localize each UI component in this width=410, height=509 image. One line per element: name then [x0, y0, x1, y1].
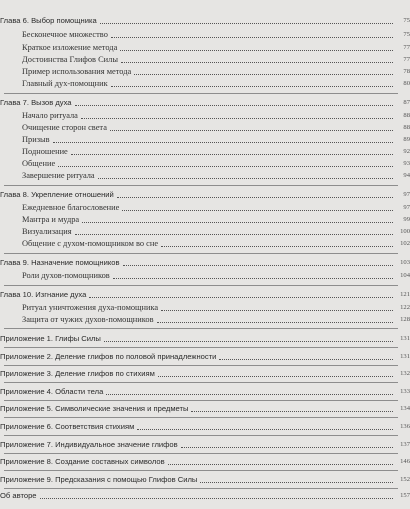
leader-dots	[120, 50, 393, 51]
appendix-title: Приложение 2. Деление глифов по половой принадлежности	[0, 351, 217, 361]
chapter-title: Глава 7. Вызов духа	[0, 98, 72, 107]
page-number: 122	[400, 304, 410, 311]
page-number: 88	[403, 124, 410, 131]
toc-appendix	[0, 366, 410, 380]
chapter-title: Глава 6. Выбор помощника	[0, 16, 97, 25]
item-title: Очищение сторон света	[22, 123, 107, 132]
leader-dots	[111, 86, 393, 87]
page-number: 131	[400, 335, 410, 342]
item-title: Подношение	[22, 147, 68, 156]
leader-dots	[53, 142, 393, 143]
page-number: 132	[400, 370, 410, 378]
leader-dots	[113, 278, 393, 279]
toc-chapter-10	[0, 287, 410, 301]
chapter-title: Глава 8. Укрепление отношений	[0, 190, 114, 199]
toc-appendix	[0, 349, 410, 363]
item-title: Начало ритуала	[22, 111, 78, 120]
item-title: Общение	[22, 159, 56, 168]
leader-dots	[110, 130, 393, 131]
page-number: 102	[400, 240, 410, 247]
page-number: 94	[403, 172, 410, 179]
toc-chapter-8	[0, 187, 410, 201]
leader-dots	[71, 154, 393, 155]
toc-chapter-9	[0, 255, 410, 269]
page-number: 92	[403, 148, 410, 155]
page-number: 134	[400, 405, 410, 413]
item-title: Мантра и мудра	[22, 215, 80, 224]
leader-dots	[219, 359, 393, 360]
page-number: 89	[403, 136, 410, 143]
divider	[4, 185, 398, 186]
toc-item	[0, 312, 410, 326]
leader-dots	[134, 74, 393, 75]
leader-dots	[137, 429, 393, 430]
page-number: 77	[403, 44, 410, 51]
toc-item	[0, 76, 410, 90]
page-number: 136	[400, 423, 410, 430]
leader-dots	[89, 297, 393, 298]
page-number: 88	[403, 112, 410, 119]
toc-appendix	[0, 472, 410, 486]
appendix-title: Приложение 5. Символические значения и предметы	[0, 404, 189, 414]
leader-dots	[104, 341, 393, 342]
leader-dots	[58, 166, 393, 167]
toc-item	[0, 268, 410, 282]
item-title: Общение с духом-помощником во сне	[22, 239, 159, 248]
toc-appendix	[0, 437, 410, 451]
leader-dots	[157, 322, 393, 323]
leader-dots	[200, 482, 393, 483]
toc-appendix	[0, 454, 410, 468]
leader-dots	[81, 118, 393, 119]
toc-appendix	[0, 419, 410, 433]
toc-appendix	[0, 384, 410, 398]
leader-dots	[123, 265, 394, 266]
item-title: Достоинства Глифов Силы	[22, 55, 118, 64]
chapter-title: Глава 10. Изгнание духа	[0, 290, 87, 299]
appendix-title: Об авторе	[0, 491, 37, 501]
leader-dots	[122, 210, 393, 211]
item-title: Призыв	[22, 135, 50, 144]
divider	[4, 93, 398, 94]
page-number: 157	[400, 492, 410, 500]
page-number: 100	[400, 228, 410, 235]
page-number: 128	[400, 316, 410, 323]
appendix-title: Приложение 4. Области тела	[0, 386, 104, 396]
page-number: 78	[403, 68, 410, 75]
item-title: Роли духов-помощников	[22, 271, 110, 280]
leader-dots	[161, 310, 393, 311]
leader-dots	[117, 197, 393, 198]
page-number: 97	[403, 204, 410, 211]
toc-chapter-6	[0, 13, 410, 27]
item-title: Ежедневное благословение	[22, 203, 120, 212]
page-number: 103	[400, 259, 410, 266]
toc-about-author	[0, 489, 410, 502]
toc-item	[0, 168, 410, 182]
item-title: Ритуал уничтожения духа-помощника	[22, 303, 159, 312]
leader-dots	[106, 394, 393, 395]
leader-dots	[75, 234, 393, 235]
toc-item	[0, 236, 410, 250]
leader-dots	[161, 246, 393, 247]
page-number: 75	[403, 17, 410, 24]
leader-dots	[191, 411, 393, 412]
page-number: 133	[400, 387, 410, 395]
toc-appendix	[0, 331, 410, 345]
leader-dots	[98, 178, 393, 179]
page-number: 93	[403, 160, 410, 167]
appendix-title: Приложение 3. Деление глифов по стихиям	[0, 369, 155, 379]
chapter-title: Глава 9. Назначение помощников	[0, 258, 120, 267]
leader-dots	[75, 105, 393, 106]
page-number: 121	[400, 291, 410, 298]
item-title: Визуализация	[22, 227, 72, 236]
appendix-title: Приложение 9. Предсказания с помощью Глифов Силы	[0, 474, 198, 484]
page-number: 104	[400, 272, 410, 279]
page-number: 77	[403, 56, 410, 63]
appendix-title: Приложение 7. Индивидуальное значение глифов	[0, 439, 178, 449]
toc-appendix	[0, 401, 410, 415]
item-title: Защита от чужих духов-помощников	[22, 315, 154, 324]
leader-dots	[111, 37, 393, 38]
item-title: Бесконечное множество	[22, 30, 108, 39]
item-title: Пример использования метода	[22, 67, 132, 76]
leader-dots	[168, 464, 393, 465]
item-title: Главный дух-помощник	[22, 79, 108, 88]
toc-item	[0, 27, 410, 41]
item-title: Краткое изложение метода	[22, 43, 118, 52]
leader-dots	[181, 447, 393, 448]
divider	[4, 328, 398, 329]
appendix-title: Приложение 1. Глифы Силы	[0, 334, 101, 343]
leader-dots	[158, 376, 393, 377]
page-number: 80	[403, 80, 410, 87]
divider	[4, 253, 398, 254]
leader-dots	[100, 23, 393, 24]
appendix-title: Приложение 8. Создание составных символов	[0, 457, 165, 467]
page-number: 131	[400, 352, 410, 360]
page-number: 137	[400, 440, 410, 448]
page-number: 87	[403, 99, 410, 106]
divider	[4, 285, 398, 286]
toc-chapter-7	[0, 95, 410, 109]
leader-dots	[40, 498, 393, 499]
page-number: 146	[400, 458, 410, 466]
appendix-title: Приложение 6. Соответствия стихиям	[0, 422, 135, 431]
leader-dots	[121, 62, 393, 63]
leader-dots	[82, 222, 393, 223]
item-title: Завершение ритуала	[22, 171, 95, 180]
page-number: 99	[403, 216, 410, 223]
page-number: 97	[403, 191, 410, 198]
page-number: 75	[403, 31, 410, 38]
page-number: 152	[400, 475, 410, 483]
